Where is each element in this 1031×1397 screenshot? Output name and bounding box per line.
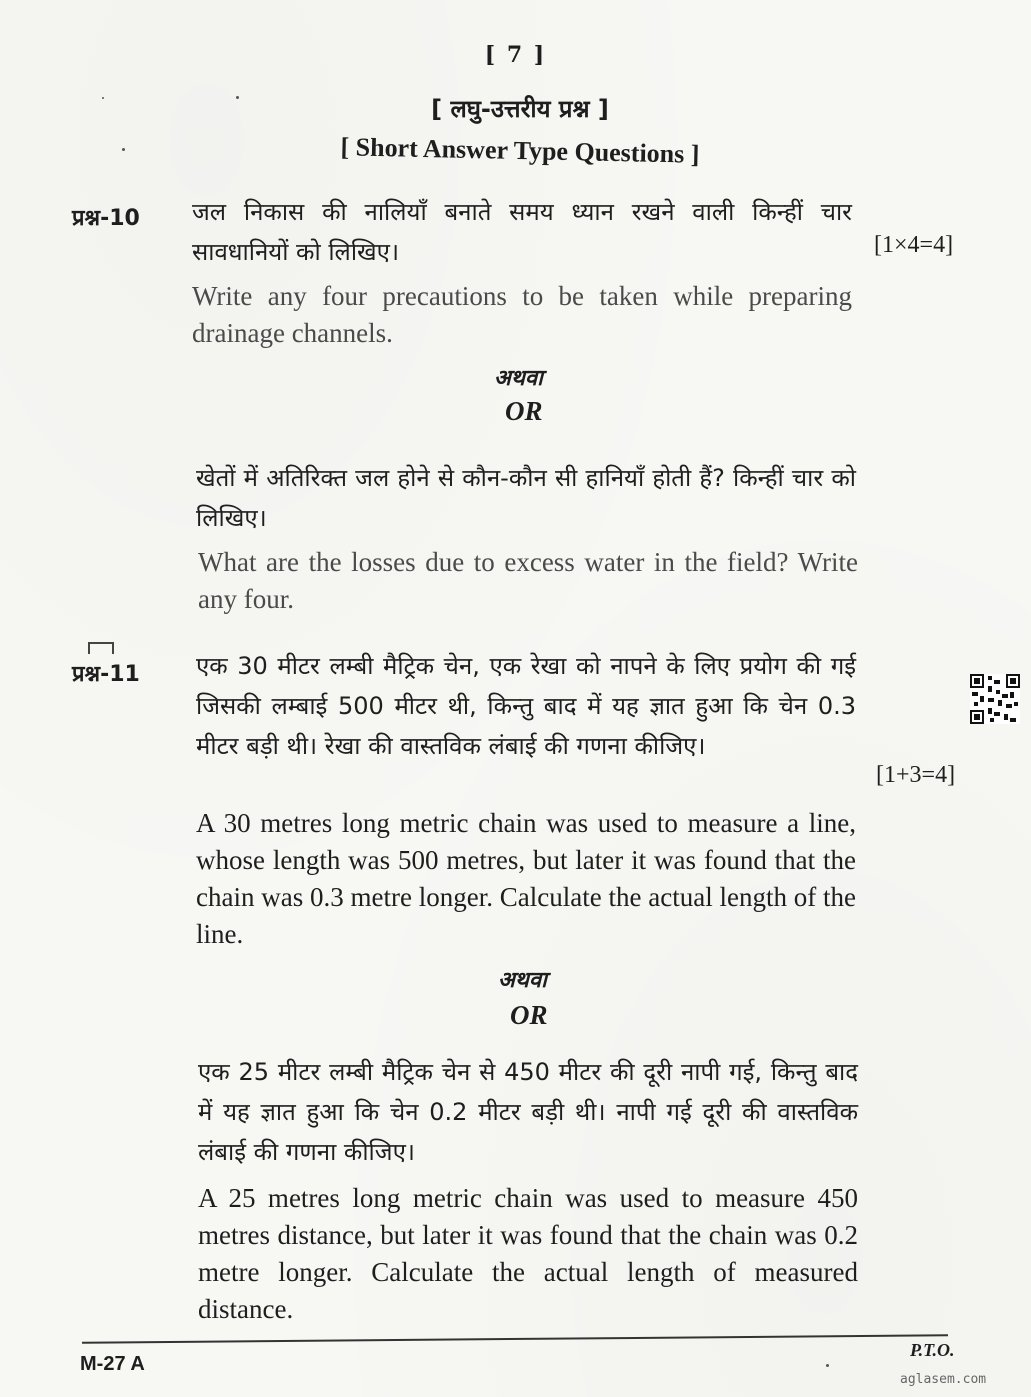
question-11-english: A 30 metres long metric chain was used to measure a line, whose length was 500 metres, but later it was found that the chain was 0.3 metre longer. Calculate the actual length of the line. <box>196 808 856 949</box>
question-10-english: Write any four precautions to be taken while preparing drainage channels. <box>192 281 852 348</box>
please-turn-over: P.T.O. <box>910 1340 955 1360</box>
scan-speck <box>826 1364 829 1367</box>
question-11-hindi: एक 30 मीटर लम्बी मैट्रिक चेन, एक रेखा को नापने के लिए प्रयोग की गई जिसकी लम्बाई 500 मीटर थी, किन्तु बाद में यह ज्ञात हुआ कि चेन 0.3 मीटर बड़ी थी। रेखा की वास्तविक लंबाई की गणना कीजिए। <box>196 652 856 760</box>
question-10-or-hindi: अथवा <box>494 366 543 391</box>
section-title-hindi: [ लघु-उत्तरीय प्रश्न ] <box>431 95 609 123</box>
question-11-alt-english: A 25 metres long metric chain was used to measure 450 metres distance, but later it was found that the chain was 0.2 metre longer. Calculate the actual length of measured distance. <box>198 1183 858 1324</box>
question-10-alt-hindi: खेतों में अतिरिक्त जल होने से कौन-कौन सी हानियाँ होती हैं? किन्हीं चार को लिखिए। <box>196 464 856 532</box>
watermark: aglasem.com <box>900 1372 987 1387</box>
paper-code: M-27 A <box>80 1353 145 1375</box>
question-10-alt-english: What are the losses due to excess water in the field? Write any four. <box>198 547 858 614</box>
section-title-english: [ Short Answer Type Questions ] <box>340 132 700 169</box>
question-10-or-english: OR <box>505 396 543 426</box>
question-11-or-english: OR <box>510 1000 548 1030</box>
scan-speck <box>122 148 125 151</box>
scan-speck <box>102 97 104 99</box>
scan-speck <box>236 96 239 99</box>
question-10-hindi: जल निकास की नालियाँ बनाते समय ध्यान रखने वाली किन्हीं चार सावधानियों को लिखिए। <box>192 198 852 266</box>
question-11-alt-hindi: एक 25 मीटर लम्बी मैट्रिक चेन से 450 मीटर की दूरी नापी गई, किन्तु बाद में यह ज्ञात हुआ कि चेन 0.2 मीटर बड़ी थी। नापी गई दूरी की वास्तविक लंबाई की गणना कीजिए। <box>198 1058 858 1166</box>
page-number: [ 7 ] <box>484 42 547 68</box>
qr-code-icon <box>970 674 1020 724</box>
footer-rule <box>82 1334 948 1344</box>
question-11-or-hindi: अथवा <box>498 968 547 993</box>
question-11-label: प्रश्न-11 <box>72 662 140 687</box>
question-10-label: प्रश्न-10 <box>72 206 140 231</box>
question-10-marks: [1×4=4] <box>874 232 954 258</box>
printer-mark-icon <box>88 642 114 654</box>
question-11-marks: [1+3=4] <box>876 762 956 788</box>
